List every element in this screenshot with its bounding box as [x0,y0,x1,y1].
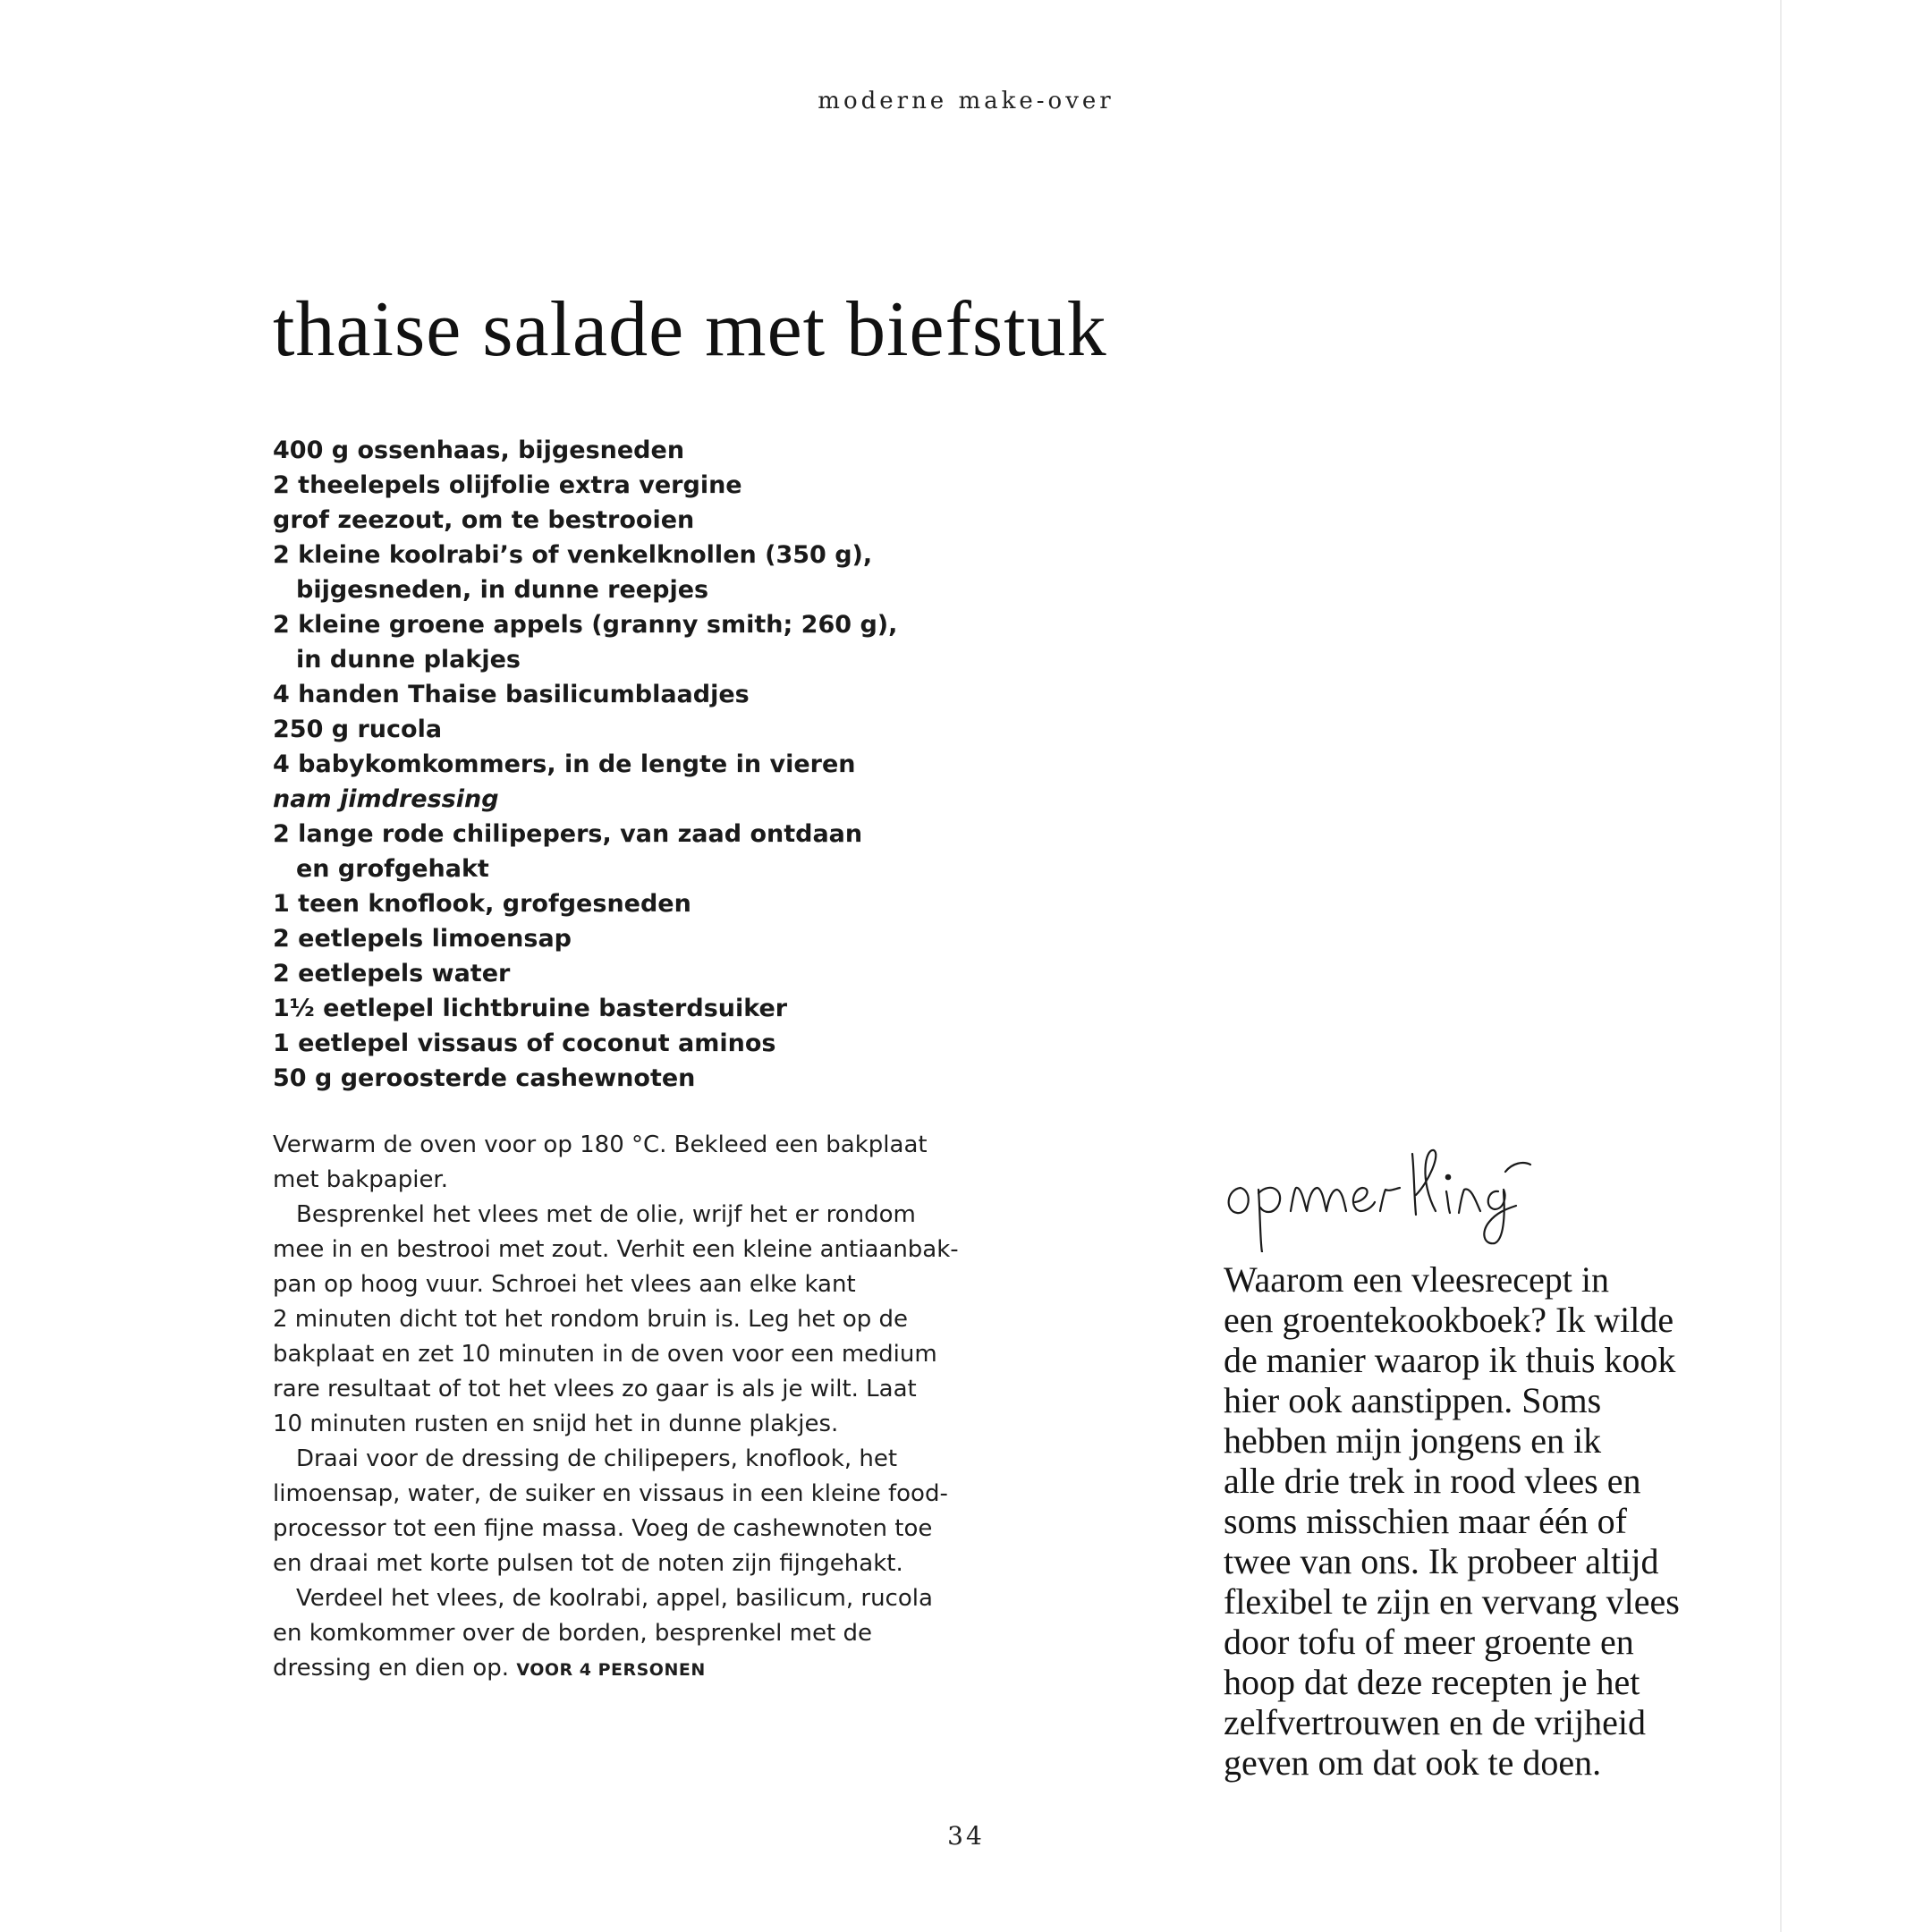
ingredient-item [273,886,1060,921]
method-line-text: Besprenkel het vlees met de olie, wrijf het er rondom [296,1201,916,1228]
method-text [273,1128,970,1688]
method-line-text: dressing en dien op. [273,1655,510,1682]
method-line [273,1267,970,1302]
method-line-text: pan op hoog vuur. Schroei het vlees aan elke kant [273,1271,856,1298]
method-line [273,1512,970,1546]
ingredient-item [273,503,1060,538]
note-line: hoop dat deze recepten je het [1224,1662,1640,1702]
ingredient-line: grof zeezout, om te bestrooien [273,506,695,534]
ingredient-item [273,712,1060,747]
note-line: alle drie trek in rood vlees en [1224,1461,1641,1501]
servings-label: VOOR 4 PERSONEN [516,1660,706,1680]
ingredient-continuation: in dunne plakjes [296,646,521,674]
method-line [273,1651,970,1688]
ingredient-line: 2 eetlepels water [273,960,511,987]
method-line [273,1372,970,1407]
note-line: hier ook aanstippen. Soms [1224,1380,1602,1420]
note-body [1224,1259,1724,1783]
recipe-title: thaise salade met biefstuk [273,286,1107,373]
method-line [273,1477,970,1512]
note-line: zelfvertrouwen en de vrijheid [1224,1702,1647,1742]
method-line-text: processor tot een fijne massa. Voeg de cashewnoten toe [273,1515,933,1542]
ingredient-item [273,677,1060,712]
ingredient-item [273,747,1060,782]
method-line [273,1233,970,1267]
ingredient-line: 250 g rucola [273,716,443,743]
method-line-text: en komkommer over de borden, besprenkel met de [273,1620,872,1647]
ingredient-line: 2 lange rode chilipepers, van zaad ontdaan [273,820,863,848]
method-line [273,1337,970,1372]
ingredient-item [273,921,1060,956]
ingredient-continuation: en grofgehakt [296,855,489,883]
ingredient-line: 50 g geroosterde cashewnoten [273,1064,696,1092]
ingredient-line: 1 eetlepel vissaus of coconut aminos [273,1030,776,1057]
ingredient-line: 2 kleine groene appels (granny smith; 260 g), [273,611,898,639]
method-line-text: mee in en bestrooi met zout. Verhit een kleine antiaanbak- [273,1236,959,1263]
method-line-text: 2 minuten dicht tot het rondom bruin is. Leg het op de [273,1306,909,1333]
method-line [273,1616,970,1651]
ingredient-item [273,538,1060,607]
ingredient-item [273,607,1060,677]
ingredient-item [273,956,1060,991]
ingredient-line: 2 eetlepels limoensap [273,925,572,953]
note-line: geven om dat ook te doen. [1224,1742,1602,1783]
ingredient-line: 400 g ossenhaas, bijgesneden [273,436,685,464]
ingredient-item [273,468,1060,503]
method-line [273,1163,970,1198]
note-line: door tofu of meer groente en [1224,1622,1634,1662]
method-line-text: limoensap, water, de suiker en vissaus in een kleine food- [273,1480,948,1507]
method-line-text: Verwarm de oven voor op 180 °C. Bekleed een bakplaat [273,1131,928,1158]
method-line-text: Draai voor de dressing de chilipepers, knoflook, het [296,1445,898,1472]
method-line [273,1302,970,1337]
ingredient-subheading [273,782,1060,817]
method-line [273,1407,970,1442]
method-line-text: 10 minuten rusten en snijd het in dunne plakjes. [273,1411,839,1437]
method-line [273,1442,970,1477]
method-line [273,1128,970,1163]
note-line: Waarom een vleesrecept in [1224,1259,1609,1300]
method-line [273,1581,970,1616]
handwritten-heading-opmerking [1221,1118,1579,1252]
page-edge [1780,0,1782,1932]
method-line-text: Verdeel het vlees, de koolrabi, appel, basilicum, rucola [296,1585,933,1612]
note-line: een groentekookboek? Ik wilde [1224,1300,1674,1340]
running-head: moderne make-over [818,88,1114,114]
ingredient-item [273,1061,1060,1096]
method-line [273,1198,970,1233]
note-line: soms misschien maar één of [1224,1501,1627,1541]
note-line: flexibel te zijn en vervang vlees [1224,1581,1680,1622]
note-line: de manier waarop ik thuis kook [1224,1340,1676,1380]
ingredient-line: 2 kleine koolrabi’s of venkelknollen (350 g), [273,541,873,569]
ingredient-item [273,991,1060,1026]
ingredient-line: 4 handen Thaise basilicumblaadjes [273,681,750,708]
method-line-text: bakplaat en zet 10 minuten in de oven voor een medium [273,1341,937,1368]
ingredient-item [273,817,1060,886]
ingredient-continuation: bijgesneden, in dunne reepjes [296,576,709,604]
ingredient-line: 2 theelepels olijfolie extra vergine [273,471,742,499]
ingredient-line: 1 teen knoflook, grofgesneden [273,890,691,918]
method-line-text: rare resultaat of tot het vlees zo gaar is als je wilt. Laat [273,1376,917,1402]
ingredient-item [273,1026,1060,1061]
method-line-text: en draai met korte pulsen tot de noten zijn fijngehakt. [273,1550,903,1577]
method-line-text: met bakpapier. [273,1166,449,1193]
ingredient-list [273,433,1060,1096]
page-number: 34 [947,1821,985,1851]
ingredient-line: 4 babykomkommers, in de lengte in vieren [273,750,856,778]
method-line [273,1546,970,1581]
ingredient-line: 1½ eetlepel lichtbruine basterdsuiker [273,995,788,1022]
note-line: twee van ons. Ik probeer altijd [1224,1541,1659,1581]
note-line: hebben mijn jongens en ik [1224,1420,1602,1461]
ingredient-line: nam jimdressing [273,785,499,813]
ingredient-item [273,433,1060,468]
